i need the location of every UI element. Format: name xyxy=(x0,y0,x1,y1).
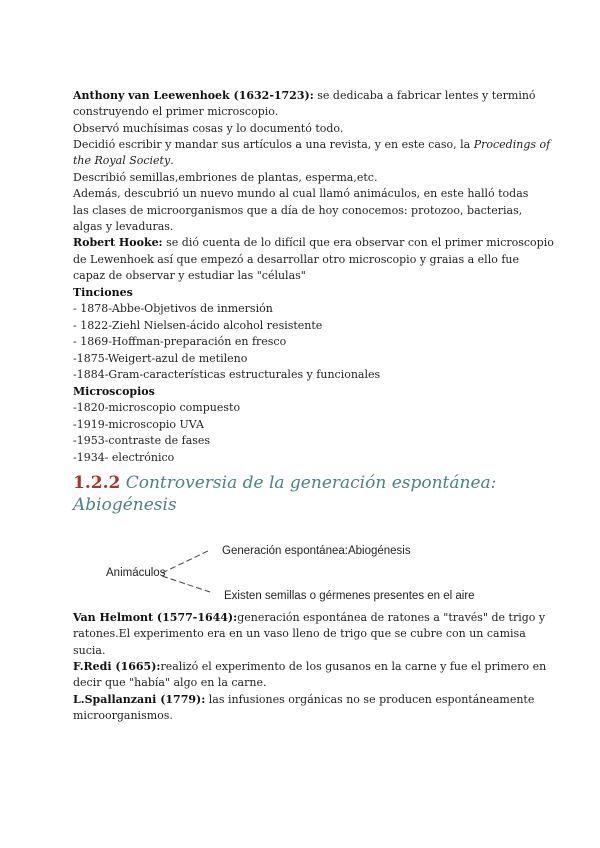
text-line: Decidió escribir y mandar sus artículos a una revista, y en este caso, la Procedings of xyxy=(73,138,551,151)
diagram-branch-bottom: Existen semillas o gérmenes presentes en el aire xyxy=(224,590,475,602)
text-line: decir que "había" algo en la carne. xyxy=(73,676,267,689)
text-line: las clases de microorganismos que a día de hoy conocemos: protozoo, bacterias, xyxy=(73,204,523,217)
text-line: construyendo el primer microscopio. xyxy=(73,105,279,118)
text-line: capaz de observar y estudiar las "células" xyxy=(73,269,306,282)
paragraph-hooke: Robert Hooke: se dió cuenta de lo difícil que era observar con el primer microscopio xyxy=(73,236,554,249)
spallanzani-name: L.Spallanzani (1779): xyxy=(73,693,206,706)
text-line: Describió semillas,embriones de plantas, esperma,etc. xyxy=(73,171,378,184)
section-heading-line2: Abiogénesis xyxy=(73,495,177,515)
list-item: - 1878-Abbe-Objetivos de inmersión xyxy=(73,302,273,315)
list-item: - 1822-Ziehl Nielsen-ácido alcohol resistente xyxy=(73,319,323,332)
list-item: -1934- electrónico xyxy=(73,451,175,464)
redi-name: F.Redi (1665): xyxy=(73,660,161,673)
animaculos-diagram xyxy=(100,540,475,604)
leeuwenhoek-name: Anthony van Leewenhoek (1632-1723): xyxy=(73,89,314,102)
connector-top xyxy=(162,550,210,573)
journal-name-cont: the Royal Society xyxy=(73,154,171,167)
paragraph-helmont: Van Helmont (1577-1644):generación espontánea de ratones a "través" de trigo y xyxy=(73,611,546,624)
connector-bottom xyxy=(162,576,210,592)
list-item: -1884-Gram-características estructurales y funcionales xyxy=(73,368,381,381)
paragraph-spallanzani: L.Spallanzani (1779): las infusiones orgánicas no se producen espontáneamente xyxy=(73,693,535,706)
helmont-name: Van Helmont (1577-1644): xyxy=(73,611,238,624)
text-line: the Royal Society. xyxy=(73,154,174,167)
text-line: de Lewenhoek así que empezó a desarrollar otro microscopio y graias a ello fue xyxy=(73,253,519,266)
section-number: 1.2.2 xyxy=(73,473,121,493)
microscopios-title: Microscopios xyxy=(73,385,155,398)
text-line: microorganismos. xyxy=(73,709,173,722)
list-item: -1875-Weigert-azul de metileno xyxy=(73,352,248,365)
diagram-branch-top: Generación espontánea:Abiogénesis xyxy=(222,545,411,557)
paragraph-leeuwenhoek: Anthony van Leewenhoek (1632-1723): se dedicaba a fabricar lentes y terminó xyxy=(73,89,536,102)
text-line: sucia. xyxy=(73,644,106,657)
tinciones-title: Tinciones xyxy=(73,286,133,299)
hooke-name: Robert Hooke: xyxy=(73,236,163,249)
list-item: -1953-contraste de fases xyxy=(73,434,211,447)
text-line: ratones.El experimento era en un vaso lleno de trigo que se cubre con un camisa xyxy=(73,627,526,640)
text-line: Además, descubrió un nuevo mundo al cual llamó animáculos, en este halló todas xyxy=(73,187,529,200)
journal-name: Procedings of xyxy=(473,138,551,151)
list-item: -1820-microscopio compuesto xyxy=(73,401,241,414)
diagram-root-label: Animáculos xyxy=(106,567,166,579)
list-item: - 1869-Hoffman-preparación en fresco xyxy=(73,335,287,348)
paragraph-redi: F.Redi (1665):realizó el experimento de los gusanos en la carne y fue el primero en xyxy=(73,660,547,673)
section-heading xyxy=(73,472,533,516)
list-item: -1919-microscopio UVA xyxy=(73,418,204,431)
section-heading-line1: 1.2.2 Controversia de la generación espontánea: xyxy=(73,473,497,493)
text-line: Observó muchísimas cosas y lo documentó todo. xyxy=(73,122,344,135)
text-line: algas y levaduras. xyxy=(73,220,174,233)
